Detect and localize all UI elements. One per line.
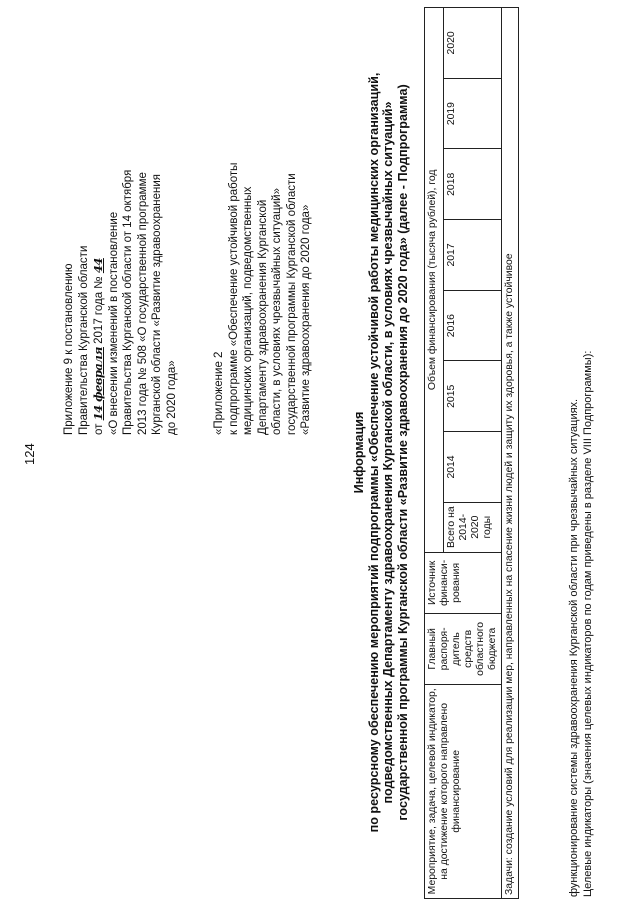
appendix-2-line: области, в условиях чрезвычайных ситуаций» (271, 188, 283, 435)
title-line: подведомственных Департаменту здравоохранения Курганской области, в условиях чрезвычайных ситуаций» (381, 101, 395, 804)
continuation-line: функционирование системы здравоохранения Курганской области при чрезвычайных ситуациях. (568, 398, 580, 897)
appendix-2-line: Департаменту здравоохранения Курганской (256, 199, 269, 435)
header-year: 2020 (443, 8, 501, 79)
page-number: 124 (22, 443, 37, 465)
task-row: Задачи: создание условий для реализации мер, направленных на спасение жизни людей и защиту их здоровья, а также устойчивое (502, 8, 519, 899)
appendix-2-line: государственной программы Курганской области (285, 173, 298, 435)
continuation-line: Целевые индикаторы (значения целевых индикаторов по годам приведены в разделе VIII Подпрограммы): (581, 350, 594, 897)
header-year: 2019 (443, 78, 501, 149)
appendix-9-line: Правительства Курганской области от 14 октября (122, 169, 134, 435)
title-line: Информация (352, 411, 366, 494)
appendix-9-line: Курганской области «Развитие здравоохранения (151, 173, 163, 435)
handwritten-date: 14 февраля (91, 347, 105, 421)
appendix-2-line: «Развитие здравоохранения до 2020 года» (300, 204, 312, 435)
table-continuation (568, 17, 595, 897)
header-total: Всего на 2014-2020 годы (443, 502, 501, 552)
appendix-2-line: медицинских организаций, подведомственных (242, 186, 254, 435)
header-measure: Мероприятие, задача, целевой индикатор, на достижение которого направлено финансирование (425, 684, 502, 898)
header-funding-source: Источник финанси-рования (425, 552, 502, 613)
header-year: 2014 (443, 432, 501, 503)
appendix-2-line: «Приложение 2 (213, 351, 225, 435)
date-year: 2017 года № (93, 276, 105, 344)
appendix-9-line: Приложение 9 к постановлению (63, 263, 75, 435)
table-header-row (425, 8, 444, 899)
date-prefix: от (93, 423, 105, 435)
appendix-9-line: Правительства Курганской области (77, 245, 90, 435)
appendix-9-line: до 2020 года» (165, 360, 178, 435)
appendix-9-line: 2013 года № 508 «О государственной программе (136, 172, 149, 435)
header-year: 2018 (443, 149, 501, 220)
appendix-9-date-line (91, 55, 107, 435)
handwritten-number: 44 (91, 258, 105, 274)
appendix-9-header (62, 55, 179, 435)
appendix-2-line: к подпрограмме «Обеспечение устойчивой работы (227, 162, 240, 435)
header-year: 2017 (443, 220, 501, 291)
header-funding-volume: Объем финансирования (тысяча рублей), год (425, 8, 444, 553)
header-year: 2016 (443, 290, 501, 361)
appendix-2-header (212, 75, 314, 435)
document-title (352, 10, 410, 895)
header-year: 2015 (443, 361, 501, 432)
title-line: по ресурсному обеспечению мероприятий подпрограммы «Обеспечение устойчивой работы медицинских организаций, (366, 72, 381, 833)
funding-table (424, 7, 519, 899)
header-main-manager: Главный распоря-дитель средств областного бюджета (425, 614, 502, 685)
title-line: государственной программы Курганской области «Развитие здравоохранения до 2020 года» (далее - Подпрограмма) (395, 84, 410, 821)
appendix-9-line: «О внесении изменений в постановление (107, 211, 120, 435)
table-row (502, 8, 519, 899)
